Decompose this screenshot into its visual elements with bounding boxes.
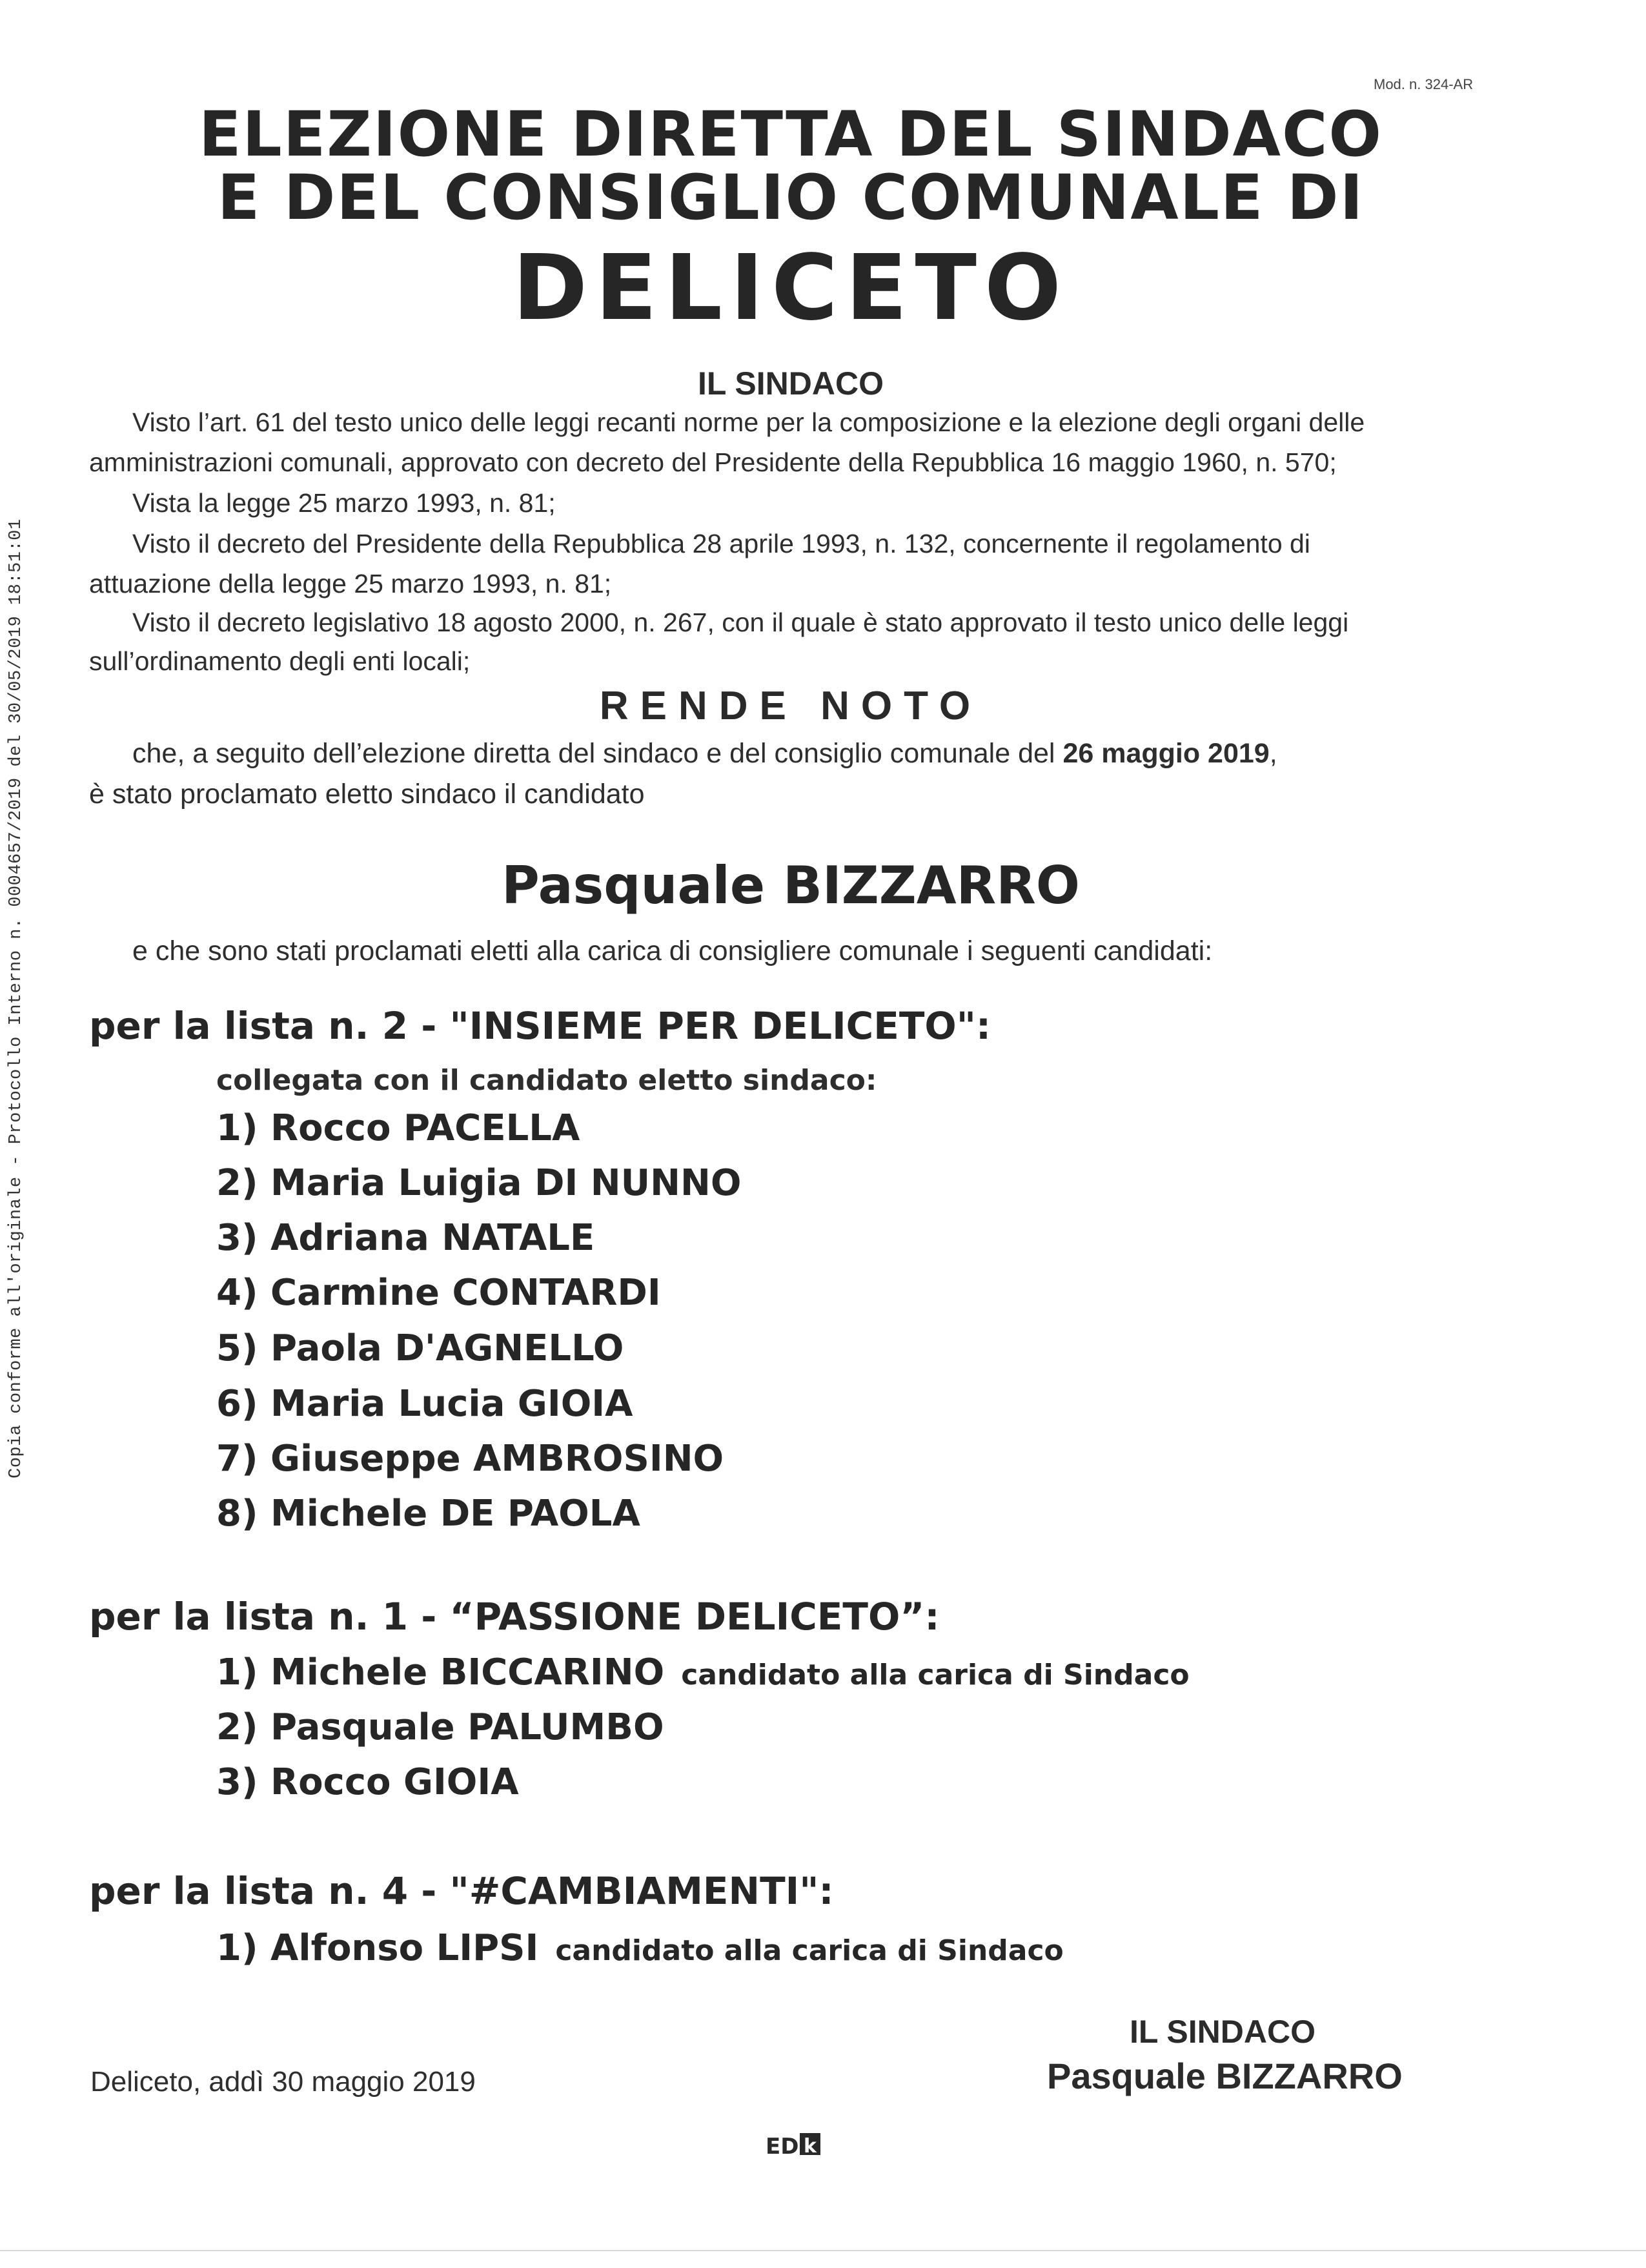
candidate-item: 4) Carmine CONTARDI bbox=[216, 1272, 661, 1314]
preamble-line: Vista la legge 25 marzo 1993, n. 81; bbox=[132, 488, 556, 518]
candidate-item bbox=[216, 1927, 1064, 1969]
candidate-item: 1) Rocco PACELLA bbox=[216, 1107, 580, 1149]
candidate-name: 1) Alfonso LIPSI bbox=[216, 1927, 539, 1969]
list-subheading: collegata con il candidato eletto sindaco: bbox=[216, 1064, 877, 1097]
candidate-note: candidato alla carica di Sindaco bbox=[681, 1659, 1190, 1691]
svg-text:k: k bbox=[804, 2135, 817, 2158]
rende-noto-heading: RENDE NOTO bbox=[599, 684, 982, 728]
candidate-item: 2) Maria Luigia DI NUNNO bbox=[216, 1162, 742, 1204]
candidate-item: 3) Adriana NATALE bbox=[216, 1217, 595, 1259]
signature-name: Pasquale BIZZARRO bbox=[1047, 2056, 1403, 2096]
preamble-line: Visto l’art. 61 del testo unico delle leggi recanti norme per la composizione e la elezione degli organi delle bbox=[132, 407, 1365, 437]
title-comune: DELICETO bbox=[512, 236, 1070, 341]
candidate-name: 1) Michele BICCARINO bbox=[216, 1651, 665, 1693]
councillors-intro: e che sono stati proclamati eletti alla carica di consigliere comunale i seguenti candidati: bbox=[132, 935, 1213, 966]
preamble-line: sull’ordinamento degli enti locali; bbox=[89, 646, 471, 676]
issuer-heading: IL SINDACO bbox=[698, 365, 884, 402]
title-line-1: ELEZIONE DIRETTA DEL SINDACO bbox=[198, 98, 1383, 170]
candidate-item: 3) Rocco GIOIA bbox=[216, 1761, 519, 1803]
announcement-text: , bbox=[1269, 738, 1277, 769]
place-date: Deliceto, addì 30 maggio 2019 bbox=[90, 2066, 476, 2098]
form-model-label: Mod. n. 324-AR bbox=[1374, 76, 1474, 92]
candidate-item: 8) Michele DE PAOLA bbox=[216, 1493, 640, 1535]
protocol-side-stamp: Copia conforme all'originale - Protocollo Interno n. 0004657/2019 del 30/05/2019 18:51:01 bbox=[6, 518, 26, 1478]
candidate-item: 5) Paola D'AGNELLO bbox=[216, 1327, 624, 1369]
candidate-item: 7) Giuseppe AMBROSINO bbox=[216, 1438, 724, 1480]
printer-logo bbox=[764, 2129, 822, 2159]
announcement-line bbox=[132, 737, 1277, 771]
list-heading: per la lista n. 2 - "INSIEME PER DELICETO": bbox=[89, 1004, 991, 1048]
title-line-2: E DEL CONSIGLIO COMUNALE DI bbox=[217, 161, 1365, 234]
list-heading: per la lista n. 4 - "#CAMBIAMENTI": bbox=[89, 1869, 834, 1913]
preamble-line: Visto il decreto del Presidente della Repubblica 28 aprile 1993, n. 132, concernente il regolamento di bbox=[132, 529, 1310, 558]
announcement-text: che, a seguito dell’elezione diretta del sindaco e del consiglio comunale del bbox=[132, 738, 1063, 769]
list-heading: per la lista n. 1 - “PASSIONE DELICETO”: bbox=[89, 1595, 940, 1639]
candidate-item bbox=[216, 1651, 1190, 1693]
elected-mayor-name: Pasquale BIZZARRO bbox=[502, 855, 1080, 915]
candidate-note: candidato alla carica di Sindaco bbox=[555, 1934, 1064, 1967]
announcement-line: è stato proclamato eletto sindaco il candidato bbox=[89, 779, 645, 810]
preamble-line: amministrazioni comunali, approvato con decreto del Presidente della Repubblica 16 maggio 1960, n. 570; bbox=[89, 447, 1337, 477]
preamble-line: Visto il decreto legislativo 18 agosto 2000, n. 267, con il quale è stato approvato il testo unico delle leggi bbox=[132, 608, 1349, 637]
election-date: 26 maggio 2019 bbox=[1062, 738, 1270, 769]
preamble-line: attuazione della legge 25 marzo 1993, n. 81; bbox=[89, 569, 612, 598]
signature-role: IL SINDACO bbox=[1130, 2014, 1316, 2050]
candidate-item: 2) Pasquale PALUMBO bbox=[216, 1706, 664, 1748]
scan-edge-line bbox=[0, 2250, 1646, 2251]
candidate-item: 6) Maria Lucia GIOIA bbox=[216, 1383, 633, 1425]
svg-text:ED: ED bbox=[766, 2134, 799, 2159]
